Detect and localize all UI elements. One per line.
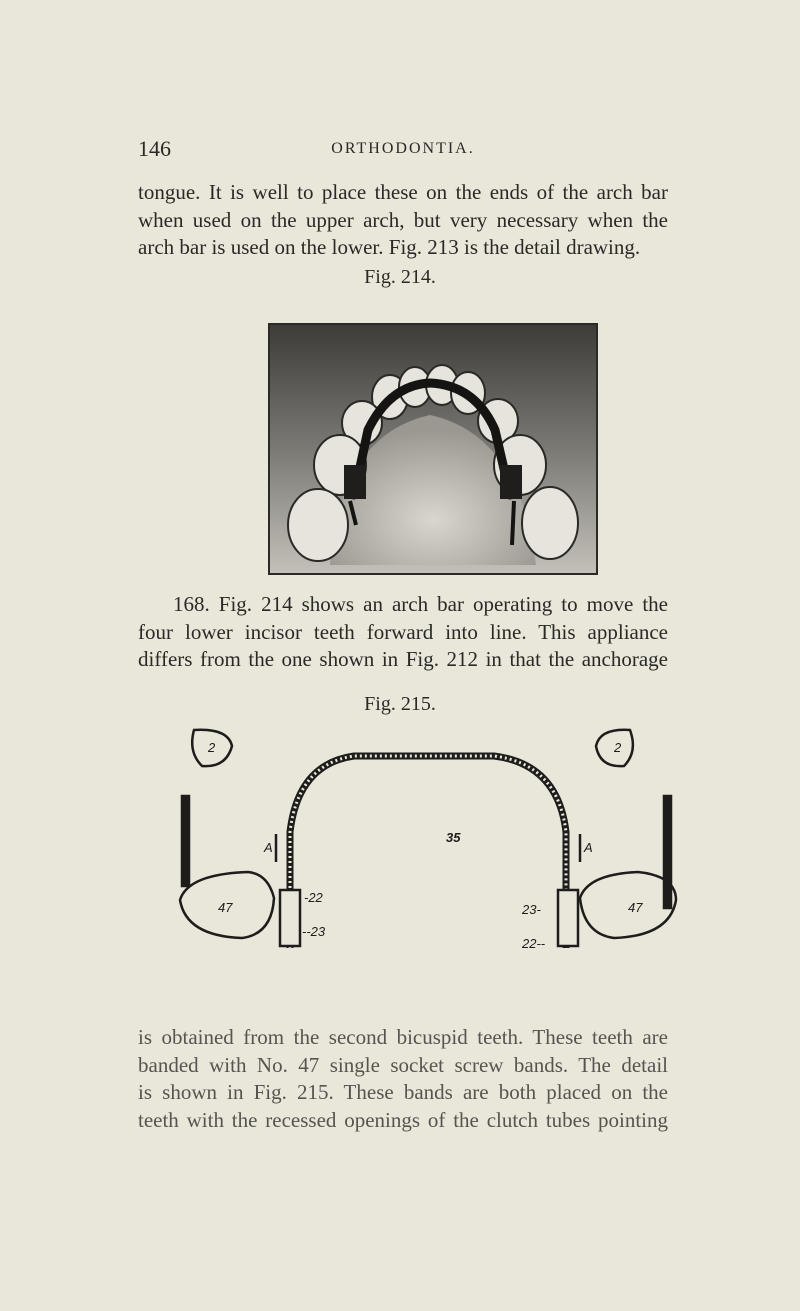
label-right-upper: 23- — [522, 902, 541, 917]
paragraph-1 — [138, 179, 668, 262]
text-line: is shown in Fig. 215. These bands are both placed on the — [138, 1080, 668, 1104]
text-line: banded with No. 47 single socket screw bands. The detail — [138, 1052, 668, 1077]
text-line: differs from the one shown in Fig. 212 in that the anchorage — [138, 647, 668, 671]
text-line: four lower incisor teeth forward into line. This appliance — [138, 619, 668, 644]
page-header — [138, 136, 668, 166]
figure-214-caption: Fig. 214. — [364, 266, 436, 288]
label-left-a: A — [264, 840, 273, 855]
label-top-left-tooth: 2 — [208, 740, 216, 755]
label-right-lower: 22-- — [522, 936, 546, 951]
page-number: 146 — [138, 136, 171, 161]
text-line: when used on the upper arch, but very necessary when the — [138, 207, 668, 232]
label-top-right-tooth: 2 — [614, 740, 622, 755]
label-left-upper: -22 — [304, 890, 323, 905]
label-left-band: 47 — [218, 900, 233, 915]
figure-214-photo — [268, 323, 598, 575]
text-line: teeth with the recessed openings of the clutch tubes pointing — [138, 1107, 668, 1132]
label-right-a: A — [584, 840, 593, 855]
label-right-band: 47 — [628, 900, 643, 915]
figure-215-drawing — [168, 722, 688, 954]
text-line: is obtained from the second bicuspid teeth. These teeth are — [138, 1025, 668, 1049]
text-line: arch bar is used on the lower. Fig. 213 is the detail drawing. — [138, 235, 641, 259]
label-center: 35 — [446, 830, 461, 845]
text-line: 168. Fig. 214 shows an arch bar operating to move the — [173, 592, 668, 616]
text-line: tongue. It is well to place these on the ends of the arch bar — [138, 180, 668, 204]
figure-215-caption: Fig. 215. — [364, 693, 436, 715]
label-left-lower: --23 — [302, 924, 326, 939]
running-head: ORTHODONTIA. — [331, 140, 475, 157]
paragraph-2 — [138, 591, 668, 674]
paragraph-3 — [138, 1024, 668, 1134]
